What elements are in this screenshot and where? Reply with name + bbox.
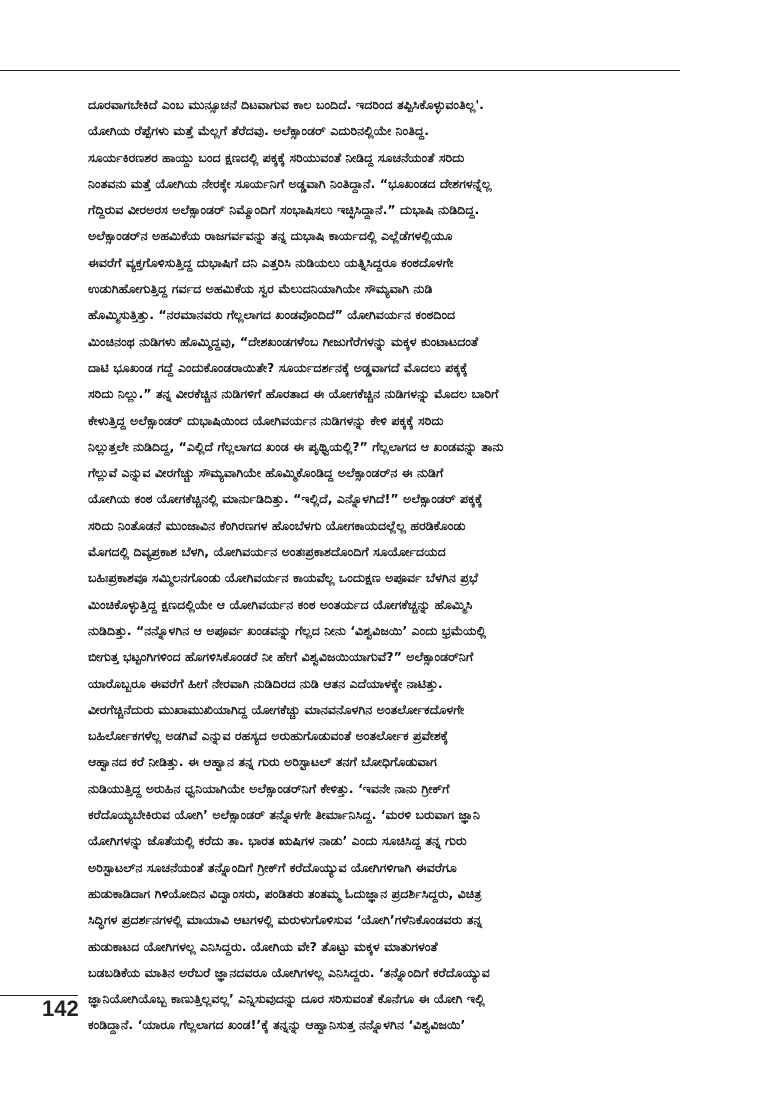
text-line: ಬಹಿಃಪ್ರಕಾಶವೂ ಸಮ್ಮಿಲನಗೊಂಡು ಯೋಗಿವರ್ಯನ ಕಾಯವೆಲ್ಲ ಒಂದುಕ್ಷಣ ಅಪೂರ್ವ ಬೆಳಗಿನ ಪ್ರಭೆ <box>88 570 478 586</box>
text-line: ಜ್ಞಾನಿಯೋಗಿಯೊಬ್ಬ ಕಾಣುತ್ತಿಲ್ಲವಲ್ಲ’ ಎನ್ನಿಸುವುದನ್ನು ದೂರ ಸರಿಸುವಂತೆ ಕೊನೆಗೂ ಈ ಯೋಗಿ ಇಲ್ಲಿ <box>88 991 485 1007</box>
text-line: ವೀರಗೆಚ್ಚಿನೆದುರು ಮುಖಾಮುಖಿಯಾಗಿದ್ದ ಯೋಗಕೆಚ್ಚು ಮಾನವನೊಳಗಿನ ಅಂತರ್ಲೋಕದೊಳಗೇ <box>88 701 465 717</box>
header-rule <box>0 70 680 71</box>
text-line: ಅಲೆಕ್ಸಾಂಡರ್‌ನ ಅಹಮಿಕೆಯ ರಾಜಗರ್ವವನ್ನು ತನ್ನ ದುಭಾಷಿ ಕಾರ್ಯದಲ್ಲಿ ಎಲ್ಲೆಡೆಗಳಲ್ಲಿಯೂ <box>88 228 453 244</box>
text-line: ಹುಡುಕಾಡಿದಾಗ ಗಿಳಿಯೋದಿನ ವಿದ್ವಾಂಸರು, ಪಂಡಿತರು ತಂತಮ್ಮ ಓದುಜ್ಞಾನ ಪ್ರದರ್ಶಿಸಿದ್ದರು, ವಿಚಿತ್ರ <box>88 885 482 901</box>
text-line: ಬೀಗುತ್ತ ಭಟ್ಟಂಗಿಗಳಿಂದ ಹೊಗಳಿಸಿಕೊಂಡರೆ ನೀ ಹೇಗೆ ವಿಶ್ವವಿಜಯಿಯಾಗುವೆ?” ಅಲೆಕ್ಸಾಂಡರ್‌ನಿಗೆ <box>88 649 474 665</box>
text-line: ಮಿಂಚಿಕೊಳ್ಳುತ್ತಿದ್ದ ಕ್ಷಣದಲ್ಲಿಯೇ ಆ ಯೋಗಿವರ್ಯನ ಕಂಠ ಅಂತರ್ಯದ ಯೋಗಕೆಚ್ಚನ್ನು ಹೊಮ್ಮಿಸಿ <box>88 596 473 612</box>
text-line: ಆಹ್ವಾನದ ಕರೆ ನೀಡಿತ್ತು. ಈ ಆಹ್ವಾನ ತನ್ನ ಗುರು ಅರಿಸ್ಟಾಟಲ್ ತನಗೆ ಬೋಧಿಗೊಡುವಾಗ <box>88 754 437 770</box>
text-line: ಈವರೆಗೆ ವ್ಯಕ್ತಗೊಳಿಸುತ್ತಿದ್ದ ದುಭಾಷಿಗೆ ದನಿ ಎತ್ತರಿಸಿ ನುಡಿಯಲು ಯತ್ನಿಸಿದ್ದರೂ ಕಂಠದೊಳಗೇ <box>88 254 454 270</box>
text-line: ಸಿದ್ಧಿಗಳ ಪ್ರದರ್ಶನಗಳಲ್ಲಿ ಮಾಯಾವಿ ಆಟಗಳಲ್ಲಿ ಮರುಳುಗೊಳಿಸುವ ‘ಯೋಗಿ’ಗಳೆನಿಕೊಂಡವರು ತನ್ನ <box>88 912 483 928</box>
text-line: ಗೆಲ್ಲುವೆ ಎನ್ನುವ ವೀರಗೆಚ್ಚು ಸೌಮ್ಯವಾಗಿಯೇ ಹೊಮ್ಮಿಕೊಂಡಿದ್ದ ಅಲೆಕ್ಸಾಂಡರ್‌ನ ಈ ನುಡಿಗೆ <box>88 465 444 481</box>
text-line: ನಿಂತವನು ಮತ್ತೆ ಯೋಗಿಯ ನೇರಕ್ಕೇ ಸೂರ್ಯನಿಗೆ ಅಡ್ಡವಾಗಿ ನಿಂತಿದ್ದಾನೆ. “ಭೂಖಂಡದ ದೇಶಗಳನ್ನೆಲ್ಲ <box>88 175 492 191</box>
text-line: ಬಹಿರ್ಲೋಕಗಳೆಲ್ಲ ಅಡಗಿವೆ ಎನ್ನುವ ರಹಸ್ಯದ ಅರುಹುಗೊಡುವಂತೆ ಅಂತರ್ಲೋಕ ಪ್ರವೇಶಕ್ಕೆ <box>88 728 449 744</box>
text-line: ಯೋಗಿಯ ರೆಪ್ಪೆಗಳು ಮತ್ತೆ ಮೆಲ್ಲಗೆ ತೆರೆದವು. ಅಲೆಕ್ಸಾಂಡರ್ ಎದುರಿನಲ್ಲಿಯೇ ನಿಂತಿದ್ದ. <box>88 123 429 139</box>
text-line: ಯೋಗಿಗಳನ್ನು ಜೊತೆಯಲ್ಲಿ ಕರೆದು ತಾ. ಭಾರತ ಋಷಿಗಳ ನಾಡು’ ಎಂದು ಸೂಚಿಸಿದ್ದ ತನ್ನ ಗುರು <box>88 833 467 849</box>
page-number: 142 <box>42 996 79 1021</box>
text-line: ದೂರವಾಗಬೇಕಿದೆ ಎಂಬ ಮುನ್ಸೂಚನೆ ದಿಟವಾಗುವ ಕಾಲ ಬಂದಿದೆ. ಇದರಿಂದ ತಪ್ಪಿಸಿಕೊಳ್ಳುವಂತಿಲ್ಲ'. <box>88 97 484 112</box>
body-text <box>88 92 682 1039</box>
text-line: ಸರಿದು ನಿಂತೊಡನೆ ಮುಂಜಾವಿನ ಕೆಂಗಿರಣಗಳ ಹೊಂಬೆಳಗು ಯೋಗಕಾಯದಲ್ಲೆಲ್ಲ ಹರಡಿಕೊಂಡು <box>88 517 466 533</box>
text-line: ನುಡಿದಿತ್ತು. “ನನ್ನೊಳಗಿನ ಆ ಅಪೂರ್ವ ಖಂಡವನ್ನು ಗೆಲ್ಲದ ನೀನು ‘ವಿಶ್ವವಿಜಯಿ’ ಎಂದು ಭ್ರಮೆಯಲ್ಲಿ <box>88 622 487 638</box>
text-line: ಕರೆದೊಯ್ಯಬೇಕಿರುವ ಯೋಗಿ’ ಅಲೆಕ್ಸಾಂಡರ್ ತನ್ನೊಳಗೇ ತೀರ್ಮಾನಿಸಿದ್ದ. ‘ಮರಳಿ ಬರುವಾಗ ಜ್ಞಾನಿ <box>88 807 481 823</box>
text-line: ಸರಿದು ನಿಲ್ಲು.” ತನ್ನ ವೀರಕೆಚ್ಚಿನ ನುಡಿಗಳಿಗೆ ಹೊರತಾದ ಈ ಯೋಗಕೆಚ್ಚಿನ ನುಡಿಗಳನ್ನು ಮೊದಲ ಬಾರಿಗೆ <box>88 386 499 402</box>
text-line: ಅರಿಸ್ಟಾಟಲ್‌ನ ಸೂಚನೆಯಂತೆ ತನ್ನೊಂದಿಗೆ ಗ್ರೀಕ್‌ಗೆ ಕರೆದೊಯ್ಯುವ ಯೋಗಿಗಳಿಗಾಗಿ ಈವರೆಗೂ <box>88 859 457 875</box>
text-line: ಹುಡುಕಾಟದ ಯೋಗಿಗಳಲ್ಲ ಎನಿಸಿದ್ದರು. ಯೋಗಿಯ ವೇ? ತೊಟ್ಟು ಮಕ್ಕಳ ಮಾತುಗಳಂತೆ <box>88 938 438 954</box>
text-line: ನುಡಿಯುತ್ತಿದ್ದ ಅರುಹಿನ ಧ್ವನಿಯಾಗಿಯೇ ಅಲೆಕ್ಸಾಂಡರ್‌ನಿಗೆ ಕೇಳಿತ್ತು. ‘ಇವನೇ ನಾನು ಗ್ರೀಕ್‌ಗೆ <box>88 780 450 796</box>
text-line: ದಾಟಿ ಭೂಖಂಡ ಗದ್ದೆ ಎಂದುಕೊಂಡರಾಯಿತೇ? ಸೂರ್ಯದರ್ಶನಕ್ಕೆ ಅಡ್ಡವಾಗದೆ ಮೊದಲು ಪಕ್ಕಕ್ಕೆ <box>88 359 468 375</box>
text-line: ಮೊಗದಲ್ಲಿ ದಿವ್ಯಪ್ರಕಾಶ ಬೆಳಗಿ, ಯೋಗಿವರ್ಯನ ಅಂತಃಪ್ರಕಾಶದೊಂದಿಗೆ ಸೂರ್ಯೋದಯದ <box>88 544 446 560</box>
text-line: ಕೇಳುತ್ತಿದ್ದ ಅಲೆಕ್ಸಾಂಡರ್ ದುಭಾಷಿಯಿಂದ ಯೋಗಿವರ್ಯನ ನುಡಿಗಳನ್ನು ಕೇಳಿ ಪಕ್ಕಕ್ಕೆ ಸರಿದು <box>88 412 444 428</box>
text-line: ಯೋಗಿಯ ಕಂಠ ಯೋಗಕೆಚ್ಚಿನಲ್ಲಿ ಮಾರ್ನುಡಿದಿತ್ತು. “ಇಲ್ಲಿದೆ, ಎನ್ನೊಳಗಿದೆ!” ಅಲೆಕ್ಸಾಂಡರ್ ಪಕ್ಕಕ್ಕೆ <box>88 491 483 507</box>
text-line: ಕಂಡಿದ್ದಾನೆ. ‘ಯಾರೂ ಗೆಲ್ಲಲಾಗದ ಖಂಡ!’ಕ್ಕೆ ತನ್ನನ್ನು ಆಹ್ವಾನಿಸುತ್ತ ನನ್ನೊಳಗಿನ ‘ವಿಶ್ವವಿಜಯಿ’ <box>88 1017 466 1033</box>
text-line: ನಿಲ್ಲುತ್ತಲೇ ನುಡಿದಿದ್ದ, “ಎಲ್ಲಿದೆ ಗೆಲ್ಲಲಾಗದ ಖಂಡ ಈ ಪೃಥ್ವಿಯಲ್ಲಿ?” ಗೆಲ್ಲಲಾಗದ ಆ ಖಂಡವನ್ನು ತಾನು <box>88 438 504 454</box>
text-line: ಉಡುಗಿಹೋಗುತ್ತಿದ್ದ ಗರ್ವದ ಅಹಮಿಕೆಯ ಸ್ವರ ಮೆಲುದನಿಯಾಗಿಯೇ ಸೌಮ್ಯವಾಗಿ ನುಡಿ <box>88 281 433 297</box>
text-line: ಮಿಂಚಿನಂಥ ನುಡಿಗಳು ಹೊಮ್ಮಿದ್ದವು, “ದೇಶಖಂಡಗಳೆಂಬ ಗೀಜುಗೆರೆಗಳನ್ನು ಮಕ್ಕಳ ಕುಂಟಾಟದಂತೆ <box>88 333 479 349</box>
text-line: ಸೂರ್ಯಕಿರಣಶರ ಹಾಯ್ದು ಬಂದ ಕ್ಷಣದಲ್ಲಿ ಪಕ್ಕಕ್ಕೆ ಸರಿಯುವಂತೆ ನೀಡಿದ್ದ ಸೂಚನೆಯಂತೆ ಸರಿದು <box>88 149 465 165</box>
text-line: ಹೊಮ್ಮಿಸುತ್ತಿತ್ತು. “ನರಮಾನವರು ಗೆಲ್ಲಲಾಗದ ಖಂಡವೊಂದಿದೆ” ಯೋಗಿವರ್ಯನ ಕಂಠದಿಂದ <box>88 307 456 323</box>
text-line: ಬಡಬಡಿಕೆಯ ಮಾತಿನ ಅರೆಬರೆ ಜ್ಞಾನದವರೂ ಯೋಗಿಗಳಲ್ಲ ಎನಿಸಿದ್ದರು. ‘ತನ್ನೊಂದಿಗೆ ಕರೆದೊಯ್ಯುವ <box>88 964 490 980</box>
text-line: ಗೆದ್ದಿರುವ ವೀರಅರಸ ಅಲೆಕ್ಸಾಂಡರ್ ನಿಮ್ಮೊಂದಿಗೆ ಸಂಭಾಷಿಸಲು ಇಚ್ಛಿಸಿದ್ದಾನೆ.” ದುಭಾಷಿ ನುಡಿದಿದ್ದ. <box>88 202 480 218</box>
text-line: ಯಾರೊಬ್ಬರೂ ಈವರೆಗೆ ಹೀಗೆ ನೇರವಾಗಿ ನುಡಿದಿರದ ನುಡಿ ಆತನ ಎದೆಯಾಳಕ್ಕೇ ನಾಟಿತ್ತು. <box>88 675 443 691</box>
